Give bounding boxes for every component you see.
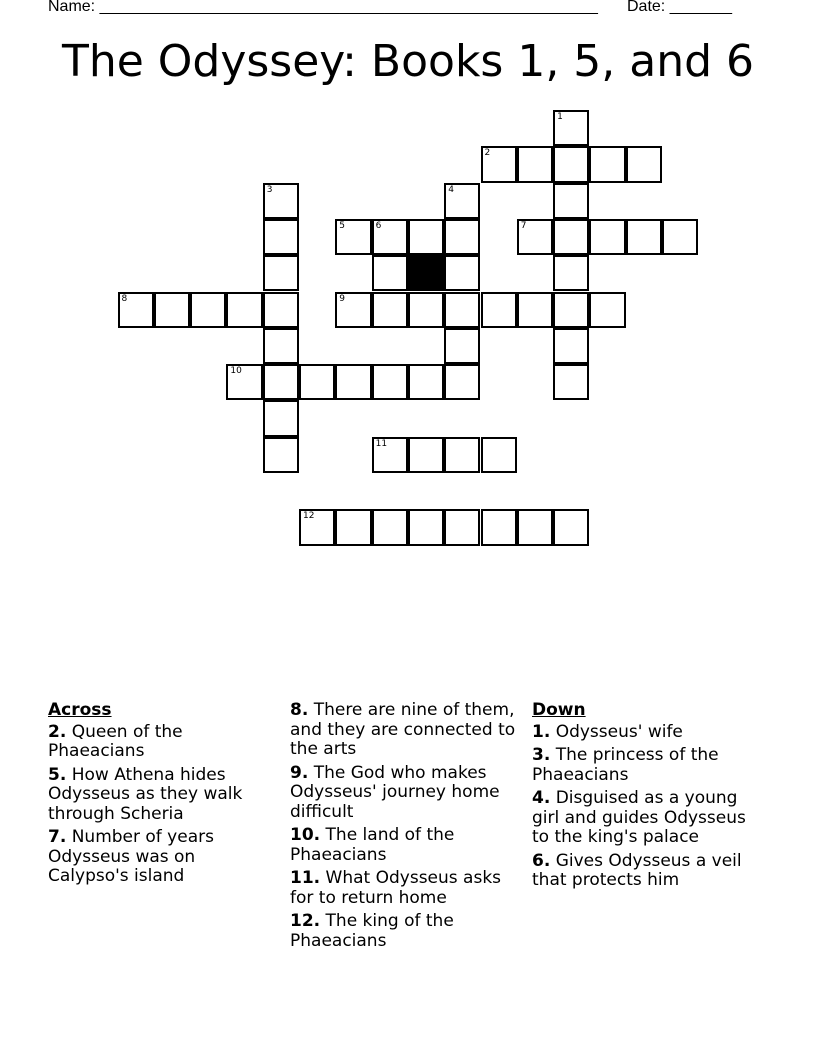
grid-cell[interactable]: [553, 110, 589, 146]
clue-number-label: 6: [375, 220, 382, 231]
grid-cell[interactable]: [553, 328, 589, 364]
grid-cell[interactable]: [444, 292, 480, 328]
clue-down-6: [532, 852, 762, 891]
clue-number: 6.: [532, 850, 551, 871]
clue-number: 9.: [290, 762, 309, 783]
grid-cell[interactable]: [263, 255, 299, 291]
grid-cell[interactable]: [589, 219, 625, 255]
grid-cell[interactable]: [299, 364, 335, 400]
grid-cell[interactable]: [408, 437, 444, 473]
name-field: Name: ________________________________________________________: [48, 0, 598, 15]
clue-number: 11.: [290, 868, 321, 888]
clue-across-10: [290, 826, 520, 865]
grid-cell[interactable]: [553, 219, 589, 255]
grid-cell[interactable]: [553, 364, 589, 400]
grid-cell[interactable]: [444, 183, 480, 219]
clue-down-4: [532, 789, 762, 848]
clue-text: What Odysseus asks for to return home: [290, 868, 502, 908]
down-clues-col: [532, 701, 762, 895]
grid-cell[interactable]: [517, 509, 553, 545]
grid-cell[interactable]: [372, 219, 408, 255]
grid-cell[interactable]: [444, 509, 480, 545]
clue-number-label: 2: [484, 148, 491, 159]
clue-number: 10.: [290, 825, 321, 845]
grid-cell[interactable]: [553, 292, 589, 328]
grid-cell[interactable]: [118, 292, 154, 328]
clue-number-label: 1: [557, 112, 563, 122]
grid-cell[interactable]: [553, 255, 589, 291]
grid-cell[interactable]: [481, 509, 517, 545]
clue-text: There are nine of them, and they are connected to the arts: [290, 700, 516, 759]
page-title: The Odyssey: Books 1, 5, and 6: [61, 36, 755, 87]
grid-cell[interactable]: [372, 437, 408, 473]
grid-cell[interactable]: [408, 364, 444, 400]
clue-text: How Athena hides Odysseus as they walk through Scheria: [48, 764, 243, 824]
clue-number-label: 8: [121, 293, 128, 304]
grid-cell[interactable]: [263, 328, 299, 364]
clue-number-label: 12: [303, 511, 315, 522]
clue-across-9: [290, 764, 520, 823]
clue-number-label: 7: [520, 220, 527, 231]
grid-cell[interactable]: [589, 292, 625, 328]
black-cell: [408, 255, 444, 291]
clue-number: 1.: [532, 721, 551, 742]
clue-across-11: [290, 869, 520, 908]
grid-cell[interactable]: [553, 146, 589, 182]
clue-number: 12.: [290, 911, 321, 931]
grid-cell[interactable]: [335, 219, 371, 255]
grid-cell[interactable]: [444, 364, 480, 400]
grid-cell[interactable]: [444, 255, 480, 291]
clue-number: 8.: [290, 700, 309, 720]
grid-cell[interactable]: [517, 219, 553, 255]
down-heading: Down: [532, 700, 586, 720]
grid-cell[interactable]: [408, 219, 444, 255]
grid-cell[interactable]: [372, 255, 408, 291]
grid-cell[interactable]: [481, 292, 517, 328]
grid-cell[interactable]: [190, 292, 226, 328]
clue-text: The princess of the Phaeacians: [532, 745, 719, 785]
grid-cell[interactable]: [481, 437, 517, 473]
clue-across-8: [290, 701, 520, 760]
grid-cell[interactable]: [408, 292, 444, 328]
grid-cell[interactable]: [263, 437, 299, 473]
grid-cell[interactable]: [517, 292, 553, 328]
grid-cell[interactable]: [263, 292, 299, 328]
grid-cell[interactable]: [553, 509, 589, 545]
clue-number: 2.: [48, 721, 67, 742]
clue-text: Queen of the Phaeacians: [48, 721, 183, 761]
clue-number-label: 9: [339, 293, 346, 304]
grid-cell[interactable]: [372, 509, 408, 545]
grid-cell[interactable]: [372, 364, 408, 400]
clue-number-label: 4: [448, 184, 454, 195]
grid-cell[interactable]: [626, 219, 662, 255]
clue-text: Gives Odysseus a veil that protects him: [532, 850, 742, 890]
clue-number-label: 5: [339, 220, 346, 231]
grid-cell[interactable]: [299, 509, 335, 545]
clue-across-7: [48, 828, 278, 887]
clue-down-3: [532, 746, 762, 785]
clue-number: 7.: [48, 827, 67, 847]
grid-cell[interactable]: [626, 146, 662, 182]
clue-number: 4.: [532, 788, 551, 808]
clue-number-label: 10: [230, 366, 242, 377]
grid-cell[interactable]: [481, 146, 517, 182]
across-heading: Across: [48, 700, 112, 720]
clue-across-12: [290, 912, 520, 951]
grid-cell[interactable]: [408, 509, 444, 545]
clue-text: The God who makes Odysseus' journey home difficult: [290, 762, 500, 822]
clue-number: 5.: [48, 764, 67, 785]
grid-cell[interactable]: [263, 400, 299, 436]
across-clues-col2: [290, 701, 520, 955]
date-field: Date: _______: [627, 0, 732, 15]
clue-text: The land of the Phaeacians: [290, 825, 455, 865]
grid-cell[interactable]: [226, 364, 262, 400]
grid-cell[interactable]: [517, 146, 553, 182]
clue-text: Odysseus' wife: [550, 721, 683, 742]
grid-cell[interactable]: [335, 509, 371, 545]
clue-number-label: 3: [266, 184, 273, 195]
grid-cell[interactable]: [662, 219, 698, 255]
clue-text: Disguised as a young girl and guides Odysseus to the king's palace: [532, 788, 746, 847]
grid-cell[interactable]: [444, 328, 480, 364]
grid-cell[interactable]: [372, 292, 408, 328]
clue-number-label: 11: [375, 438, 388, 449]
clue-text: The king of the Phaeacians: [290, 911, 454, 951]
grid-cell[interactable]: [335, 292, 371, 328]
grid-cell[interactable]: [263, 219, 299, 255]
grid-cell[interactable]: [335, 364, 371, 400]
grid-cell[interactable]: [263, 183, 299, 219]
grid-cell[interactable]: [444, 219, 480, 255]
clue-text: Number of years Odysseus was on Calypso's island: [48, 827, 214, 886]
clue-across-2: [48, 723, 278, 762]
grid-cell[interactable]: [444, 437, 480, 473]
across-clues-col1: [48, 701, 278, 891]
grid-cell[interactable]: [589, 146, 625, 182]
grid-cell[interactable]: [263, 364, 299, 400]
grid-cell[interactable]: [154, 292, 190, 328]
clue-down-1: [532, 723, 762, 743]
clue-number: 3.: [532, 745, 551, 765]
grid-cell[interactable]: [553, 183, 589, 219]
grid-cell[interactable]: [226, 292, 262, 328]
clue-across-5: [48, 766, 278, 825]
